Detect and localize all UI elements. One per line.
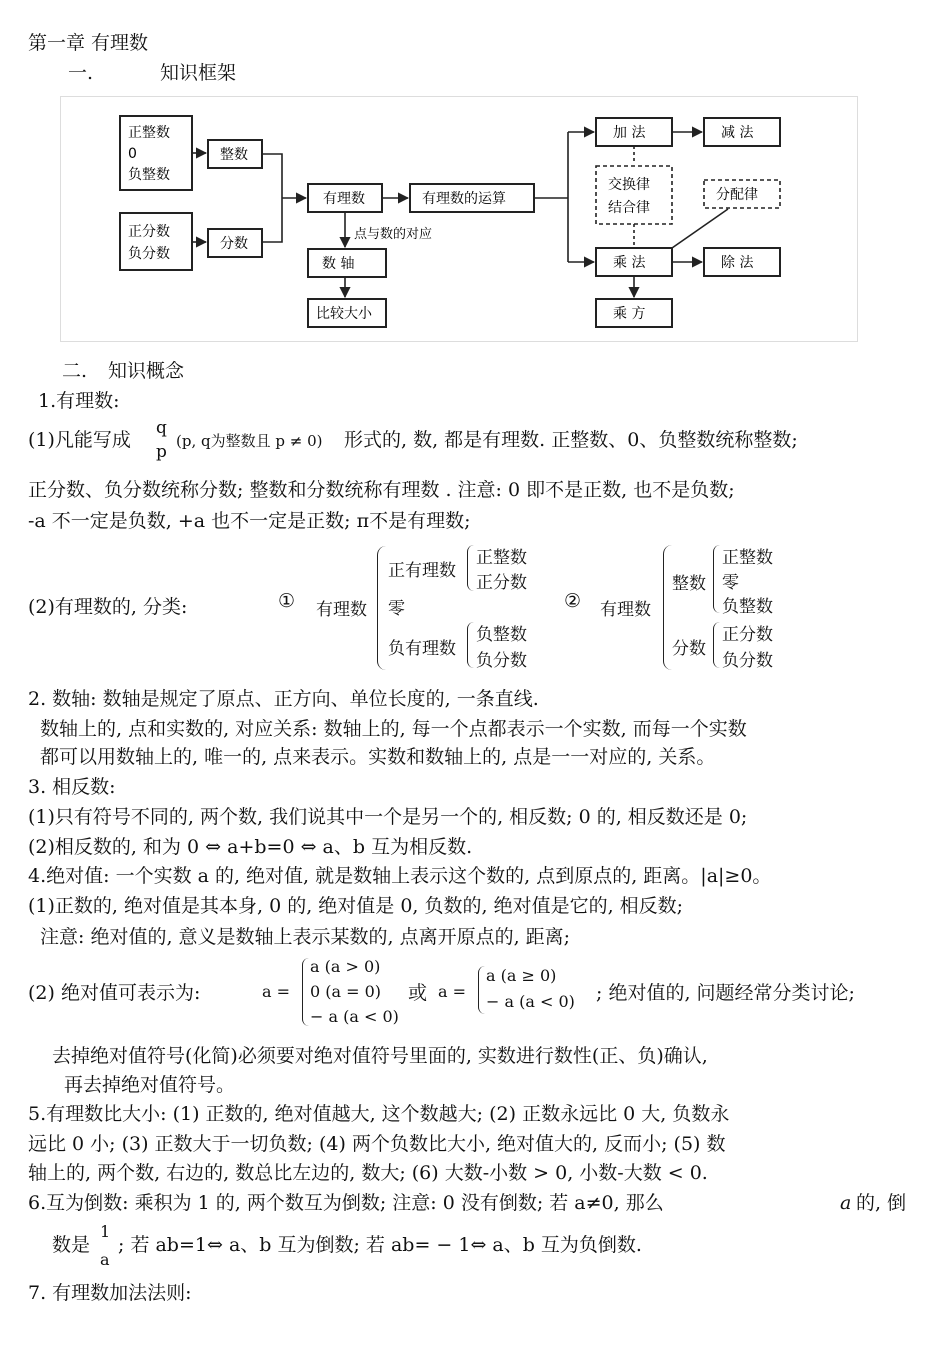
p5-line2: 远比 0 小; (3) 正数大于一切负数; (4) 两个负数比大小, 绝对值大的, 反而小; (5) 数: [28, 1133, 726, 1155]
classify-fraction: 分数: [672, 639, 706, 659]
abs-case-positive: a (a > 0): [310, 957, 381, 976]
p6-line1-start: 6.互为倒数: 乘积为 1 的, 两个数互为倒数; 注意: 0 没有倒数; 若 a≠0, 那么: [28, 1192, 664, 1214]
classify-brace-negative: [467, 622, 474, 668]
abs-tail: ; 绝对值的, 问题经常分类讨论;: [596, 982, 855, 1004]
p2-line1: 2. 数轴: 数轴是规定了原点、正方向、单位长度的, 一条直线.: [28, 688, 539, 710]
natural-box-line-2: 0: [128, 146, 137, 162]
p3-heading: 3. 相反数:: [28, 776, 116, 798]
subtract-label: 减 法: [721, 125, 754, 141]
classify-negative-rational: 负有理数: [388, 639, 456, 659]
abs-a-eq-1: a =: [262, 982, 291, 1001]
classify-integer-negative: 负整数: [722, 597, 773, 617]
classify-marker-2: ②: [564, 590, 582, 612]
p1-line3: -a 不一定是负数, +a 也不一定是正数; π不是有理数;: [28, 510, 471, 532]
classify-integer: 整数: [672, 574, 706, 594]
section-2-number: 二.: [62, 360, 88, 382]
p1-line1-start: (1)凡能写成: [28, 429, 131, 451]
fraction-kinds-line-1: 正分数: [128, 224, 170, 240]
abs-case-neg: − a (a < 0): [486, 992, 575, 1011]
p6-line1-end: 的, 倒: [856, 1192, 907, 1214]
commutative-law-label: 交换律: [608, 177, 650, 193]
classify-brace-1: [377, 546, 386, 670]
classify-brace-2: [663, 545, 672, 670]
divide-label: 除 法: [721, 255, 754, 271]
compare-label: 比较大小: [316, 306, 372, 322]
classify-fraction-positive: 正分数: [722, 625, 773, 645]
abs-or: 或: [408, 982, 428, 1004]
classify-integer-positive: 正整数: [722, 548, 773, 568]
rational-label: 有理数: [323, 191, 365, 207]
reciprocal-numerator: 1: [100, 1222, 111, 1241]
p1-line1-end: 形式的, 数, 都是有理数. 正整数、0、负整数统称整数;: [344, 429, 798, 451]
natural-box-line-1: 正整数: [128, 125, 170, 141]
fraction-kinds-line-2: 负分数: [128, 246, 170, 262]
classify-positive-fraction: 正分数: [476, 573, 527, 593]
section-2-title: 知识概念: [108, 360, 185, 382]
abs-brace-2: [478, 966, 485, 1014]
p4-line2: (1)正数的, 绝对值是其本身, 0 的, 绝对值是 0, 负数的, 绝对值是它的, 相反数;: [28, 895, 684, 917]
reciprocal-denominator: a: [100, 1250, 110, 1269]
p3-line1: (1)只有符号不同的, 两个数, 我们说其中一个是另一个的, 相反数; 0 的, 相反数还是 0;: [28, 806, 748, 828]
abs-case-nonneg: a (a ≥ 0): [486, 966, 557, 985]
p5-line3: 轴上的, 两个数, 右边的, 数总比左边的, 数大; (6) 大数-小数 > 0, 小数-大数 < 0.: [28, 1162, 708, 1184]
chapter-title: 第一章 有理数: [28, 32, 149, 54]
p4-line1: 4.绝对值: 一个实数 a 的, 绝对值, 就是数轴上表示这个数的, 点到原点的, 距离。|a|≥0。: [28, 865, 772, 887]
fraction-numerator-q: q: [156, 418, 167, 438]
associative-law-label: 结合律: [608, 200, 650, 216]
classify-marker-1: ①: [278, 590, 296, 612]
p1-heading: 1.有理数:: [38, 390, 120, 412]
abs-label: (2) 绝对值可表示为:: [28, 982, 201, 1004]
distributive-label: 分配律: [716, 187, 758, 203]
classify-negative-fraction: 负分数: [476, 651, 527, 671]
p4-line5: 再去掉绝对值符号。: [64, 1074, 236, 1096]
classify-brace-fraction: [713, 622, 720, 668]
abs-brace-1: [302, 958, 309, 1026]
classify-brace-positive: [467, 545, 474, 591]
section-1-title: 知识框架: [160, 62, 237, 84]
p2-line2: 数轴上的, 点和实数的, 对应关系: 数轴上的, 每一个点都表示一个实数, 而每一个实数: [40, 718, 747, 740]
point-number-label: 点与数的对应: [354, 227, 433, 242]
section-1-number: 一.: [68, 62, 94, 84]
fraction-label: 分数: [220, 236, 248, 252]
knowledge-framework-diagram: [60, 96, 858, 342]
p6-italic-a: a: [840, 1192, 852, 1214]
classify-positive-integer: 正整数: [476, 548, 527, 568]
p6-line2-start: 数是: [52, 1234, 91, 1256]
abs-case-zero: 0 (a = 0): [310, 982, 382, 1001]
classify-integer-zero: 零: [722, 573, 739, 593]
fraction-condition: (p, q为整数且 p ≠ 0): [176, 432, 323, 450]
classify-root-1: 有理数: [316, 600, 367, 620]
add-label: 加 法: [613, 125, 646, 141]
p2-line3: 都可以用数轴上的, 唯一的, 点来表示。实数和数轴上的, 点是一一对应的, 关系。: [40, 746, 716, 768]
multiply-label: 乘 法: [613, 255, 646, 271]
p6-line2-end: ; 若 ab=1⇔ a、b 互为倒数; 若 ab= − 1⇔ a、b 互为负倒数.: [118, 1234, 642, 1256]
p4-line4: 去掉绝对值符号(化简)必须要对绝对值符号里面的, 实数进行数性(正、负)确认,: [52, 1045, 708, 1067]
classify-positive-rational: 正有理数: [388, 561, 456, 581]
number-axis-label: 数 轴: [322, 256, 355, 272]
operations-label: 有理数的运算: [422, 191, 506, 207]
classify-zero: 零: [388, 599, 405, 619]
p4-line3: 注意: 绝对值的, 意义是数轴上表示某数的, 点离开原点的, 距离;: [40, 926, 571, 948]
abs-a-eq-2: a =: [438, 982, 467, 1001]
p1-line2: 正分数、负分数统称分数; 整数和分数统称有理数 . 注意: 0 即不是正数, 也不是负数;: [28, 479, 735, 501]
classify-negative-integer: 负整数: [476, 625, 527, 645]
classify-root-2: 有理数: [600, 600, 651, 620]
classify-brace-integer: [713, 545, 720, 613]
natural-box-line-3: 负整数: [128, 167, 170, 183]
abs-case-negative: − a (a < 0): [310, 1007, 399, 1026]
p3-line2: (2)相反数的, 和为 0 ⇔ a+b=0 ⇔ a、b 互为相反数.: [28, 836, 473, 858]
p5-line1: 5.有理数比大小: (1) 正数的, 绝对值越大, 这个数越大; (2) 正数永远比 0 大, 负数永: [28, 1103, 730, 1125]
p7-line1: 7. 有理数加法法则:: [28, 1282, 192, 1304]
power-label: 乘 方: [613, 306, 646, 322]
classify-fraction-negative: 负分数: [722, 651, 773, 671]
integer-label: 整数: [220, 147, 248, 163]
classify-label: (2)有理数的, 分类:: [28, 596, 188, 618]
fraction-denominator-p: p: [156, 442, 167, 462]
